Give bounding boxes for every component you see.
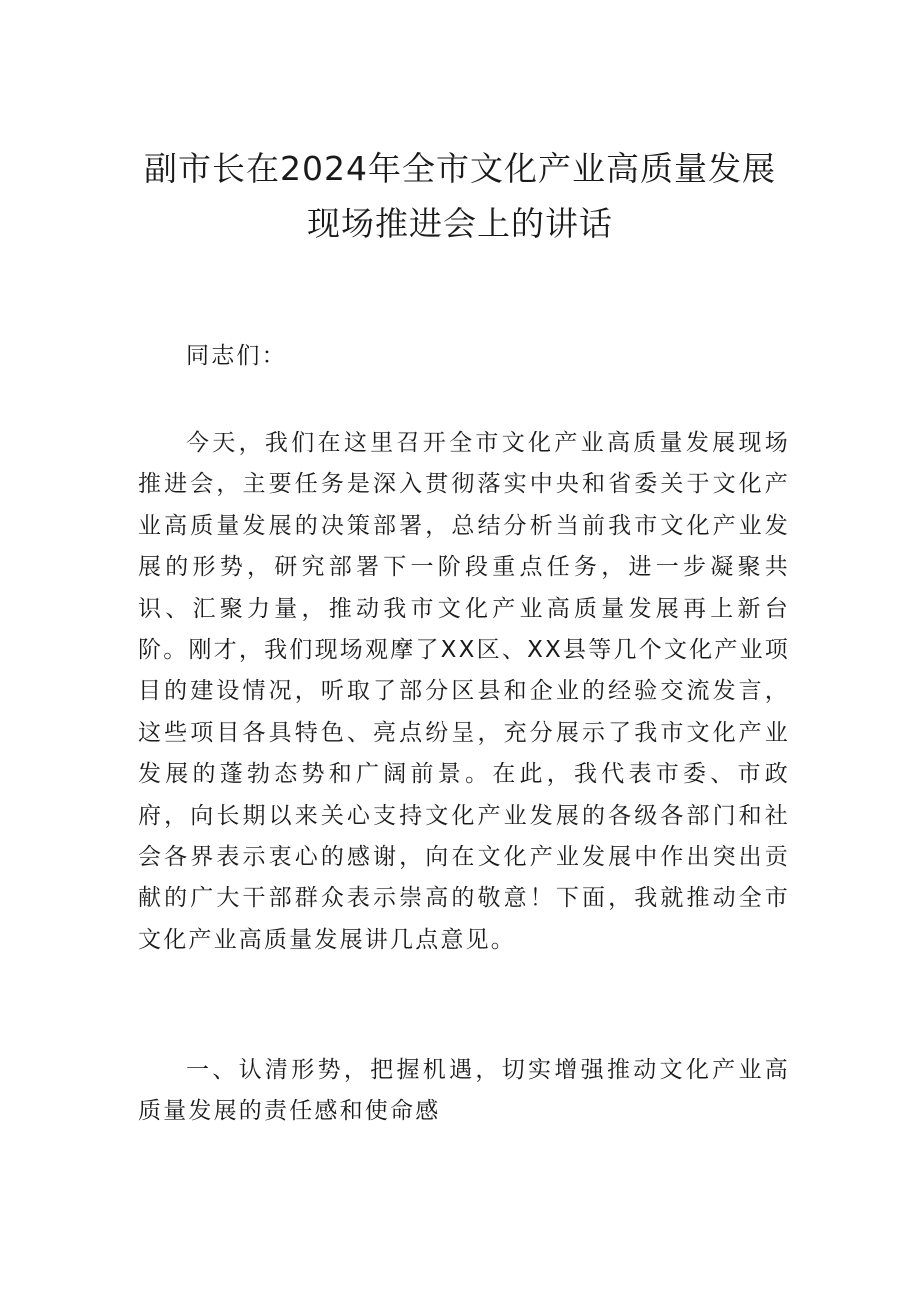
document-title-line-2: 现场推进会上的讲话: [307, 204, 613, 243]
section-heading: 一、认清形势，把握机遇，切实增强推动文化产业高质量发展的责任感和使命感: [138, 1057, 790, 1125]
document-title-line-1: 副市长在2024年全市文化产业高质量发展: [144, 149, 776, 188]
salutation: 同志们：: [186, 343, 287, 369]
body-paragraph: 今天，我们在这里召开全市文化产业高质量发展现场推进会，主要任务是深入贯彻落实中央和省委关于文化产业高质量发展的决策部署，总结分析当前我市文化产业发展的形势，研究部署下一阶段重点任务，进一步凝聚共识、汇聚力量，推动我市文化产业高质量发展再上新台阶。刚才，我们现场观摩了XX区、XX县等几个文化产业项目的建设情况，听取了部分区县和企业的经验交流发言，这些项目各具特色、亮点纷呈，充分展示了我市文化产业发展的蓬勃态势和广阔前景。在此，我代表市委、市政府，向长期以来关心支持文化产业发展的各级各部门和社会各界表示衷心的感谢，向在文化产业发展中作出突出贡献的广大干部群众表示崇高的敬意！下面，我就推动全市文化产业高质量发展讲几点意见。: [138, 430, 790, 953]
